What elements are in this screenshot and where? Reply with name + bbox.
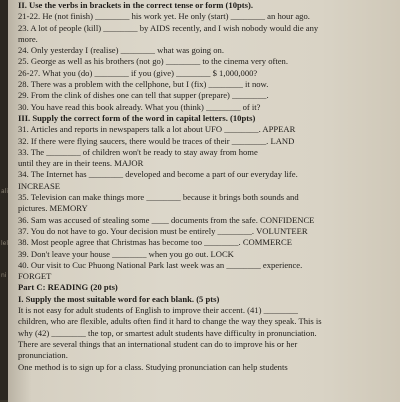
text-line: FORGET xyxy=(18,271,52,282)
text-line: until they are in their teens. MAJOR xyxy=(18,158,144,169)
section-heading: I. Supply the most suitable word for each blank. (5 pts) xyxy=(18,293,220,304)
text-line: 21-22. He (not finish) ________ his work yet. He only (start) ________ an hour ago. xyxy=(18,11,310,22)
text-line: 25. George as well as his brothers (not go) ________ to the cinema very often. xyxy=(18,56,289,67)
text-line: One method is to sign up for a class. Studying pronunciation can help students xyxy=(18,361,288,372)
text-line: It is not easy for adult students of English to improve their accent. (41) ________ xyxy=(18,305,298,316)
text-line: 26-27. What you (do) ________ if you (give) ________ $ 1,000,000? xyxy=(18,67,258,78)
text-line: 38. Most people agree that Christmas has become too ________. COMMERCE xyxy=(18,237,293,248)
worksheet-page xyxy=(8,0,400,402)
text-line: There are several things that an international student can do to improve his or her xyxy=(18,338,298,349)
text-line: 29. From the clink of dishes one can tell that supper (prepare) ________. xyxy=(18,90,269,101)
edge-fragment: lel xyxy=(1,240,9,247)
text-line: 35. Television can make things more ________ because it brings both sounds and xyxy=(18,192,299,203)
text-line: pronunciation. xyxy=(18,350,68,361)
edge-fragment: ni xyxy=(1,272,7,279)
text-line: children, who are flexible, adults often find it hard to change the way they speak. This is xyxy=(18,316,322,327)
text-line: 37. You do not have to go. Your decision must be entirely ________. VOLUNTEER xyxy=(18,225,308,236)
text-line: why (42) ________ the top, or smartest adult students have difficulty in pronunciation. xyxy=(18,327,317,338)
text-line: 40. Our visit to Cuc Phuong National Park last week was an ________ experience. xyxy=(18,259,303,270)
text-line: 23. A lot of people (kill) ________ by AIDS recently, and I wish nobody would die any xyxy=(18,22,319,33)
text-line: 31. Articles and reports in newspapers talk a lot about UFO ________. APPEAR xyxy=(18,124,296,135)
text-line: 28. There was a problem with the cellphone, but I (fix) ________ it now. xyxy=(18,79,269,90)
edge-fragment: ali xyxy=(1,188,9,195)
text-line: 32. If there were flying saucers, there would be traces of their ________. LAND xyxy=(18,135,295,146)
text-line: INCREASE xyxy=(18,180,61,191)
text-line: 33. The ________ of children won't be ready to stay away from home xyxy=(18,146,258,157)
text-line: 34. The Internet has ________ developed and become a part of our everyday life. xyxy=(18,169,298,180)
section-heading: III. Supply the correct form of the word in capital letters. (10pts) xyxy=(18,112,256,123)
text-line: 24. Only yesterday I (realise) ________ what was going on. xyxy=(18,45,224,56)
worksheet-text xyxy=(18,0,398,373)
text-line: 30. You have read this book already. What you (think) ________ of it? xyxy=(18,101,261,112)
text-line: more. xyxy=(18,33,38,44)
section-heading: Part C: READING (20 pts) xyxy=(18,282,118,293)
text-line: 36. Sam was accused of stealing some ____ documents from the safe. CONFIDENCE xyxy=(18,214,315,225)
section-heading: II. Use the verbs in brackets in the correct tense or form (10pts). xyxy=(18,0,254,10)
text-line: 39. Don't leave your house ________ when you go out. LOCK xyxy=(18,248,234,259)
binding-edge xyxy=(0,0,8,400)
text-line: pictures. MEMORY xyxy=(18,203,88,214)
